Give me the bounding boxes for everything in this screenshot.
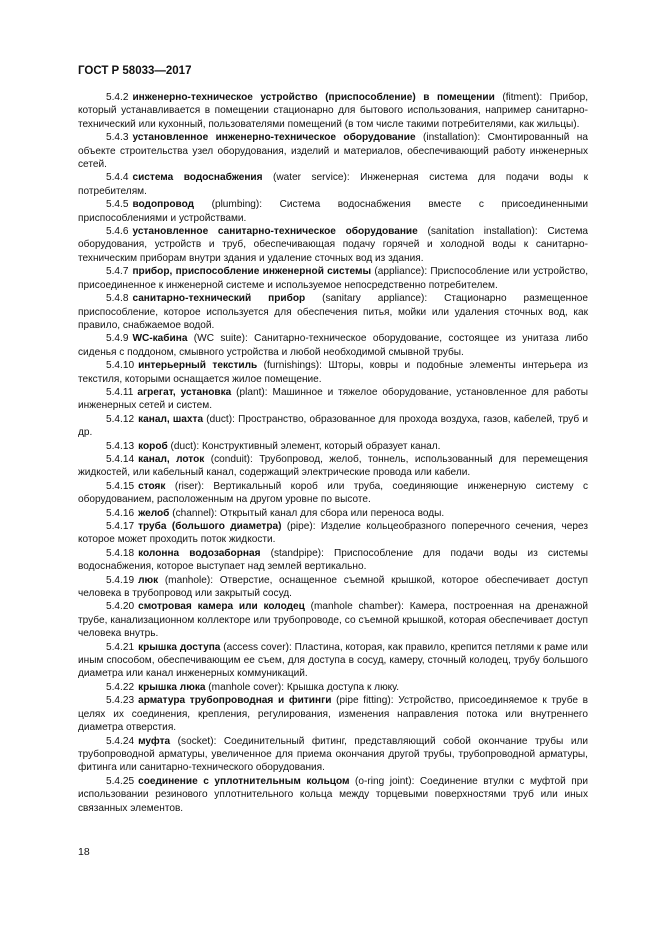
term-description: (o-ring joint): Соединение втулки с муфтой при использовании резинового уплотнительного кольца между торцевыми поверхностями труб или иных связанных элементов. xyxy=(78,775,588,814)
term-number: 5.4.6 xyxy=(106,226,129,238)
term-number: 5.4.22 xyxy=(106,681,135,693)
term-entry xyxy=(78,507,588,520)
term-number: 5.4.11 xyxy=(106,386,134,398)
term-number: 5.4.20 xyxy=(106,601,135,613)
term-description: (furnishings): Шторы, ковры и подобные элементы интерьера из текстиля, которыми оснащается жилое помещение. xyxy=(78,360,589,385)
term-description: (fitment): Прибор, который устанавливается в помещении стационарно для бытового использования, например санитарно-технический или кухонный, пользователями помещений (в том числе такими потребителями, как жильцы). xyxy=(78,92,589,130)
term-entry xyxy=(78,131,588,171)
term-name: система водоснабжения xyxy=(132,172,263,184)
term-name: установленное санитарно-техническое оборудование xyxy=(132,226,418,238)
term-number: 5.4.21 xyxy=(106,641,135,653)
term-name: крышка люка xyxy=(138,681,206,693)
term-name: установленное инженерно-техническое оборудование xyxy=(132,132,416,144)
term-number: 5.4.3 xyxy=(106,132,129,144)
term-number: 5.4.12 xyxy=(106,413,135,425)
term-name: труба (большого диаметра) xyxy=(138,521,282,532)
term-number: 5.4.16 xyxy=(106,507,135,519)
term-name: муфта xyxy=(138,735,171,747)
term-description: (plumbing): Система водоснабжения вместе с присоединенными приспособлениями и устройствами. xyxy=(78,199,588,224)
term-name: смотровая камера или колодец xyxy=(138,601,305,613)
term-number: 5.4.10 xyxy=(106,360,135,372)
term-entry xyxy=(78,775,588,815)
term-entry xyxy=(78,171,588,198)
term-number: 5.4.4 xyxy=(106,172,129,184)
term-number: 5.4.15 xyxy=(106,480,135,492)
term-name: канал, шахта xyxy=(138,413,204,425)
term-entry xyxy=(78,520,588,547)
term-number: 5.4.7 xyxy=(106,266,129,278)
term-description: (appliance): Приспособление или устройство, присоединенное к инженерной системе и используемое непосредственно потребителем. xyxy=(78,266,588,291)
term-description: (sanitation installation): Система оборудования, устройств и труб, обеспечивающая подачу горячей и холодной воды к санитарно-техническим приборам внутри здания и удаление сточных вод из здания. xyxy=(78,226,589,264)
term-description: (water service): Инженерная система для подачи воды к потребителям. xyxy=(78,172,588,197)
term-entry xyxy=(78,574,588,601)
term-number: 5.4.9 xyxy=(106,333,129,345)
term-entry xyxy=(78,694,588,734)
term-name: соединение с уплотнительным кольцом xyxy=(138,775,350,787)
term-number: 5.4.23 xyxy=(106,695,135,707)
standard-code-header: ГОСТ Р 58033—2017 xyxy=(78,65,192,77)
term-name: санитарно-технический прибор xyxy=(132,293,306,305)
term-name: стояк xyxy=(138,480,166,492)
term-entry xyxy=(78,440,588,453)
term-description: (WC suite): Санитарно-техническое оборудование, состоящее из унитаза либо сиденья с поддоном, смывного устройства и любой необходимой смывной трубы. xyxy=(78,333,588,358)
term-description: (riser): Вертикальный короб или труба, соединяющие инженерную систему с оборудованием, расположенным на другом уровне по высоте. xyxy=(78,480,588,506)
term-entry xyxy=(78,480,588,507)
term-number: 5.4.17 xyxy=(106,521,135,532)
term-description: (pipe): Изделие кольцеобразного поперечного сечения, через которое может проходить поток жидкости. xyxy=(78,521,588,546)
term-number: 5.4.5 xyxy=(106,199,129,211)
term-number: 5.4.25 xyxy=(106,775,135,787)
term-entry xyxy=(78,225,588,265)
term-entry xyxy=(78,735,588,775)
term-description: (socket): Соединительный фитинг, представляющий собой окончание трубы или трубопроводной арматуры, увеличенное для приема окончания другой трубы, трубопроводной арматуры, фитинга или санитарно-технического оборудования. xyxy=(78,735,588,774)
term-number: 5.4.24 xyxy=(106,735,135,747)
term-name: агрегат, установка xyxy=(137,386,232,398)
term-number: 5.4.18 xyxy=(106,547,135,559)
term-number: 5.4.13 xyxy=(106,440,135,452)
term-description: (duct): Конструктивный элемент, который образует канал. xyxy=(167,440,441,452)
term-description: (channel): Открытый канал для сбора или переноса воды. xyxy=(169,507,445,519)
term-name: желоб xyxy=(138,507,170,519)
term-name: колонна водозаборная xyxy=(138,547,261,559)
term-description: (conduit): Трубопровод, желоб, тоннель, использованный для перемещения жидкостей, или кабельный канал, содержащий электрические провода или кабели. xyxy=(78,453,588,479)
term-description: (installation): Смонтированный на объекте строительства узел оборудования, изделий и материалов, обеспечивающий работу инженерных сетей. xyxy=(78,132,588,171)
term-name: инженерно-техническое устройство (приспособление) в помещении xyxy=(132,92,495,103)
term-name: крышка доступа xyxy=(138,641,221,653)
term-entry xyxy=(78,547,588,574)
term-entry xyxy=(78,641,588,681)
term-entry xyxy=(78,681,588,694)
term-entry xyxy=(78,332,588,359)
term-name: люк xyxy=(138,574,159,586)
term-entry xyxy=(78,386,588,413)
term-entry xyxy=(78,600,588,640)
term-entry xyxy=(78,265,588,292)
term-description: (duct): Пространство, образованное для прохода воздуха, газов, кабелей, труб и др. xyxy=(78,413,588,439)
term-entry xyxy=(78,453,588,480)
term-description: (manhole): Отверстие, оснащенное съемной крышкой, которое обеспечивает доступ человека в трубопровод или закрытый сосуд. xyxy=(78,574,588,600)
term-number: 5.4.19 xyxy=(106,574,135,586)
terms-list xyxy=(78,91,588,815)
term-description: (plant): Машинное и тяжелое оборудование, установленное для работы инженерных сетей и систем. xyxy=(78,386,588,412)
term-description: (manhole cover): Крышка доступа к люку. xyxy=(205,681,400,693)
term-description: (standpipe): Приспособление для подачи воды из системы водоснабжения, которое выступает над землей вертикально. xyxy=(78,547,588,573)
term-entry xyxy=(78,91,588,131)
term-name: водопровод xyxy=(132,199,195,211)
term-name: канал, лоток xyxy=(138,453,205,465)
term-name: интерьерный текстиль xyxy=(138,360,258,372)
term-entry xyxy=(78,359,588,386)
term-name: арматура трубопроводная и фитинги xyxy=(138,695,332,707)
term-description: (sanitary appliance): Стационарно размещенное приспособление, которое используется для обеспечения питья, мойки или удаления сточных вод, как правило, снабжаемое водой. xyxy=(78,293,589,331)
term-description: (manhole chamber): Камера, построенная на дренажной трубе, канализационном коллекторе или трубопроводе, со съемной крышкой, которая обеспечивает доступ человека внутрь. xyxy=(78,601,588,640)
term-entry xyxy=(78,413,588,440)
term-number: 5.4.8 xyxy=(106,293,129,305)
term-entry xyxy=(78,198,588,225)
page-number: 18 xyxy=(78,846,90,858)
term-description: (pipe fitting): Устройство, присоединяемое к трубе в целях их соединения, крепления, регулирования, изменения направления потока или внутреннего диаметра отверстия. xyxy=(78,695,588,734)
term-name: короб xyxy=(138,440,168,452)
term-number: 5.4.2 xyxy=(106,92,129,103)
term-name: прибор, приспособление инженерной системы xyxy=(132,266,372,278)
term-description: (access cover): Пластина, которая, как правило, крепится петлями к раме или иным способом, обеспечивающим ее съем, для доступа в сосуд, камеру, сточный колодец, трубу большого диаметра или канал инженерных коммуникаций. xyxy=(78,641,588,680)
term-entry xyxy=(78,292,588,332)
term-name: WC-кабина xyxy=(132,333,188,345)
term-number: 5.4.14 xyxy=(106,453,135,465)
